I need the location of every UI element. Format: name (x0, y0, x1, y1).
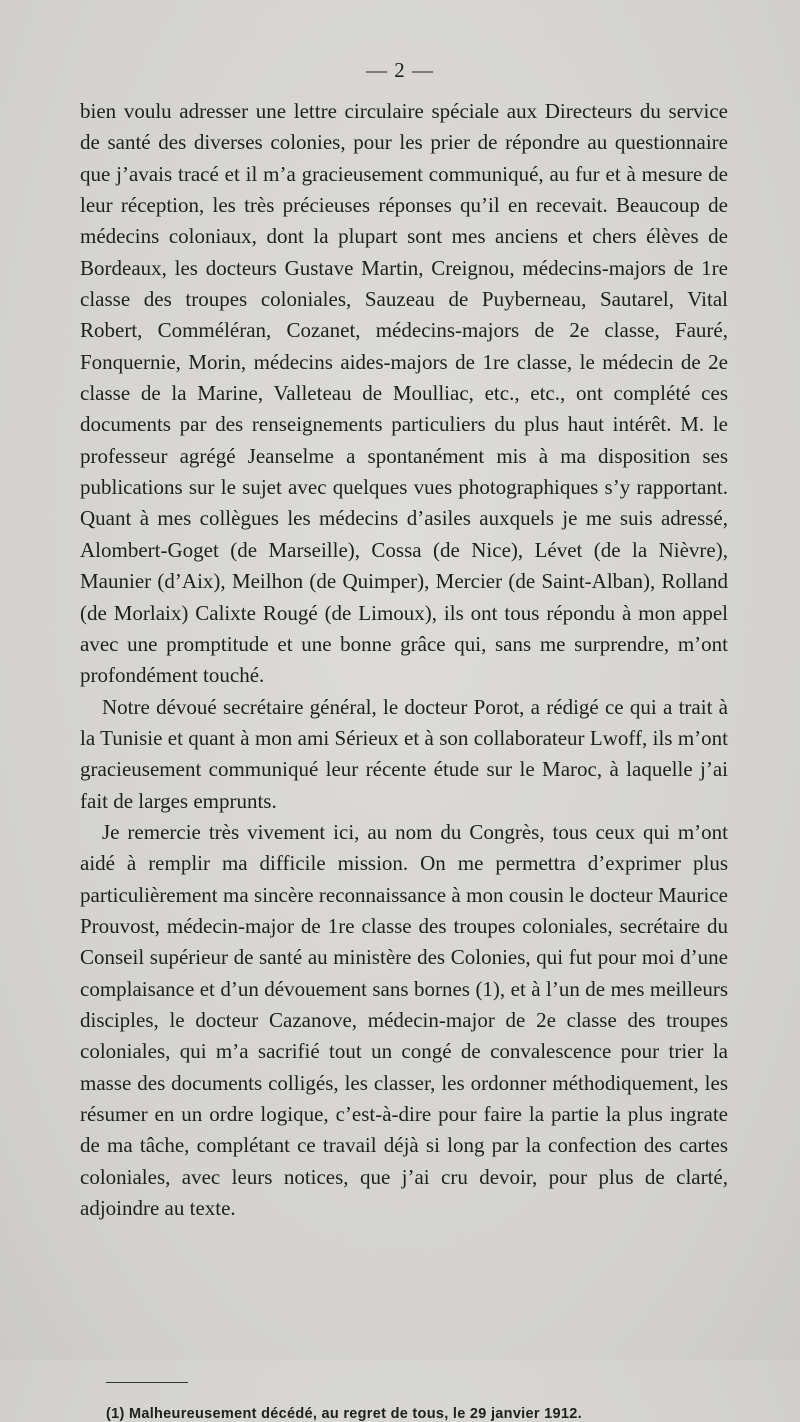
footnote-divider (106, 1382, 188, 1383)
paragraph-2: Notre dévoué secrétaire général, le docteur Porot, a rédigé ce qui a trait à la Tunisie et quant à mon ami Sérieux et à son collaborateur Lwoff, ils m’ont gracieusement communiqué leur récente étude sur le Maroc, à laquelle j’ai fait de larges emprunts. (80, 694, 728, 813)
footnote: (1) Malheureusement décédé, au regret de tous, le 29 janvier 1912. (106, 1406, 582, 1422)
body-text (80, 96, 728, 1224)
paragraph-1: bien voulu adresser une lettre circulaire spéciale aux Directeurs du service de santé des diverses colonies, pour les prier de répondre au questionnaire que j’avais tracé et il m’a gracieusement communiqué, au fur et à mesure de leur réception, les très précieuses réponses qu’il en recevait. Beaucoup de médecins coloniaux, dont la plupart sont mes anciens et chers élèves de Bordeaux, les docteurs Gustave Martin, Creignou, médecins-majors de 1re classe des troupes coloniales, Sauzeau de Puyberneau, Sautarel, Vital Robert, Comméléran, Cozanet, médecins-majors de 2e classe, Fauré, Fonquernie, Morin, médecins aides-majors de 1re classe, le médecin de 2e classe de la Marine, Valleteau de Moulliac, etc., etc., ont complété ces documents par des renseignements particuliers du plus haut intérêt. M. le professeur agrégé Jeanselme a spontanément mis à ma disposition ses publications sur le sujet avec quelques vues photographiques s’y rapportant. Quant à mes collègues les médecins d’asiles auxquels je me suis adressé, Alombert-Goget (de Marseille), Cossa (de Nice), Lévet (de la Nièvre), Maunier (d’Aix), Meilhon (de Quimper), Mercier (de Saint-Alban), Rolland (de Morlaix) Calixte Rougé (de Limoux), ils ont tous répondu à mon appel avec une promptitude et une bonne grâce qui, sans me surprendre, m’ont profondément touché. (80, 99, 728, 688)
page-number: — 2 — (366, 58, 434, 82)
paragraph-3: Je remercie très vivement ici, au nom du Congrès, tous ceux qui m’ont aidé à remplir ma difficile mission. On me permettra d’exprimer plus particulièrement ma sincère reconnaissance à mon cousin le docteur Maurice Prouvost, médecin-major de 1re classe des troupes coloniales, secrétaire du Conseil supérieur de santé au ministère des Colonies, qui fut pour moi d’une complaisance et d’un dévouement sans bornes (1), et à l’un de mes meilleurs disciples, le docteur Cazanove, médecin-major de 2e classe des troupes coloniales, qui m’a sacrifié tout un congé de convalescence pour trier la masse des documents colligés, les classer, les ordonner méthodiquement, les résumer en un ordre logique, c’est-à-dire pour faire la partie la plus ingrate de ma tâche, complétant ce travail déjà si long par la confection des cartes coloniales, avec leurs notices, que j’ai cru devoir, pour plus de clarté, adjoindre au texte. (80, 819, 728, 1221)
